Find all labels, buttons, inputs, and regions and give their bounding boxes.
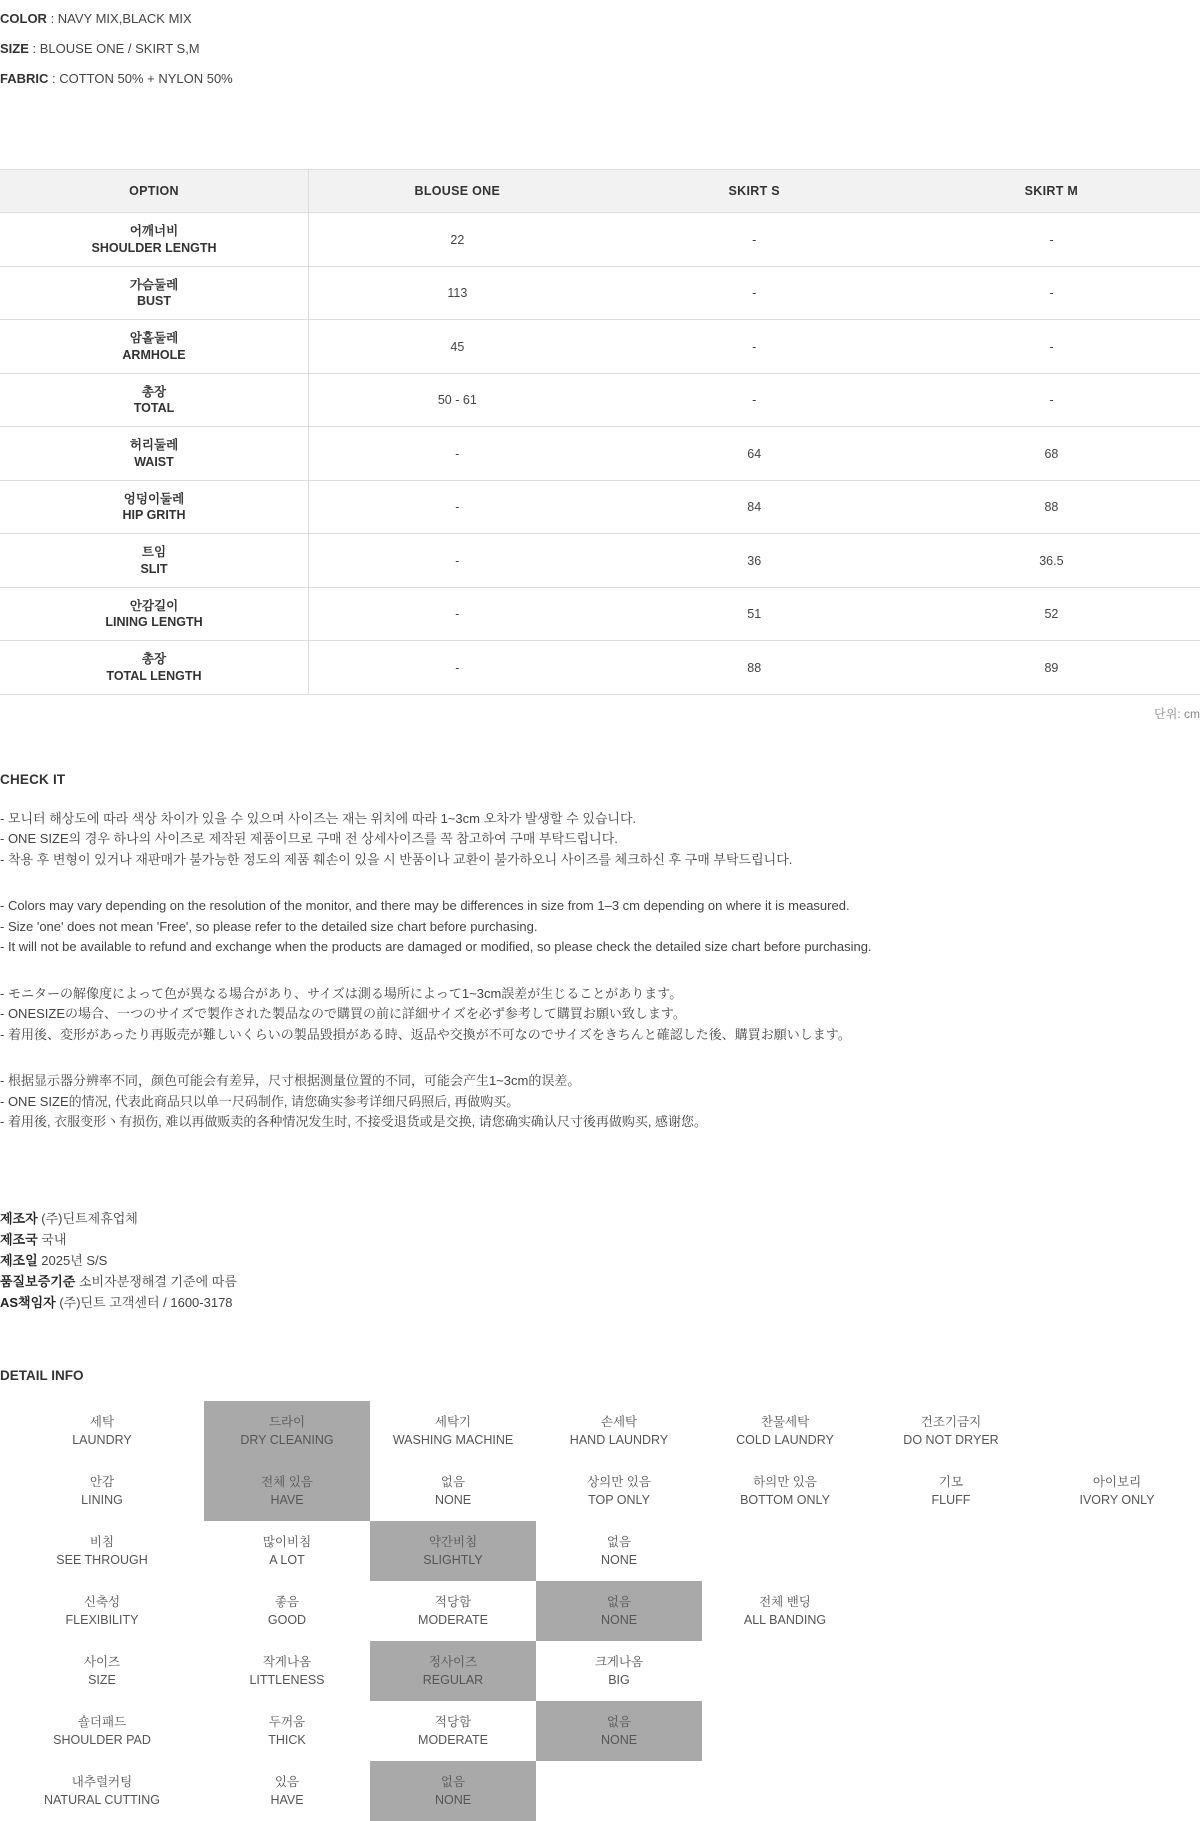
spec-line-color bbox=[0, 4, 1200, 34]
detail-cell-natural-cutting-head: 내추럴커팅 NATURAL CUTTING bbox=[44, 1774, 160, 1807]
detail-cell-size-littleness[interactable]: 작게나옴 LITTLENESS bbox=[249, 1654, 325, 1687]
spec-label-fabric: FABRIC bbox=[0, 71, 49, 86]
detail-cell-shoulder-pad-moderate[interactable]: 적당함 MODERATE bbox=[418, 1714, 488, 1747]
detail-cell-size-head: 사이즈 SIZE bbox=[83, 1654, 121, 1687]
detail-cell-empty bbox=[868, 1521, 1034, 1581]
detail-cell-empty bbox=[868, 1761, 1034, 1821]
detail-cell-empty bbox=[1034, 1701, 1200, 1761]
size-cell: - bbox=[903, 213, 1200, 267]
detail-cell-empty bbox=[1034, 1761, 1200, 1821]
size-chart-unit: 단위: cm bbox=[1154, 706, 1200, 721]
size-cell: - bbox=[309, 427, 606, 481]
size-cell: 84 bbox=[606, 480, 903, 534]
detail-row-shoulder-pad bbox=[0, 1701, 1200, 1761]
detail-cell-empty bbox=[536, 1761, 702, 1821]
size-row-label-kr: 엉덩이둘레 bbox=[123, 491, 185, 506]
detail-cell-empty bbox=[1034, 1401, 1200, 1461]
product-spec-block bbox=[0, 0, 1200, 94]
size-row-label-kr: 허리둘레 bbox=[129, 438, 179, 453]
detail-cell-lining-fluff[interactable]: 기모 FLUFF bbox=[931, 1474, 971, 1507]
detail-cell-flexibility-moderate[interactable]: 적당함 MODERATE bbox=[418, 1594, 488, 1627]
size-cell: 51 bbox=[606, 587, 903, 641]
detail-cell-hand-laundry[interactable]: 손세탁 HAND LAUNDRY bbox=[569, 1414, 669, 1447]
detail-row-flexibility bbox=[0, 1581, 1200, 1641]
detail-cell-empty bbox=[1034, 1641, 1200, 1701]
check-it-english bbox=[0, 896, 1200, 958]
detail-cell-empty bbox=[702, 1641, 868, 1701]
detail-cell-empty bbox=[868, 1641, 1034, 1701]
detail-cell-cold-laundry[interactable]: 찬물세탁 COLD LAUNDRY bbox=[736, 1414, 834, 1447]
size-row-label-kr: 어깨너비 bbox=[129, 224, 179, 239]
size-cell: - bbox=[309, 641, 606, 695]
maker-line-country bbox=[0, 1229, 1200, 1250]
detail-cell-see-through-slightly[interactable]: 약간비침 SLIGHTLY bbox=[370, 1521, 536, 1581]
maker-value: 국내 bbox=[37, 1231, 67, 1247]
size-row-label-en: SLIT bbox=[140, 561, 168, 576]
size-chart-body bbox=[0, 213, 1200, 695]
size-cell: 45 bbox=[309, 320, 606, 374]
detail-row-see-through bbox=[0, 1521, 1200, 1581]
notice-line: - ONE SIZE의 경우 하나의 사이즈로 제작된 제품이므로 구매 전 상세사이즈를 꼭 참고하여 구매 부탁드립니다. bbox=[0, 831, 618, 847]
size-row-label-kr: 트임 bbox=[141, 545, 167, 560]
size-cell: 36.5 bbox=[903, 534, 1200, 588]
detail-cell-lining-bottom-only[interactable]: 하의만 있음 BOTTOM ONLY bbox=[740, 1474, 830, 1507]
maker-line-date bbox=[0, 1250, 1200, 1271]
spec-label-color: COLOR bbox=[0, 11, 47, 26]
notice-line: - 着用後, 衣服变形丶有损伤, 难以再做贩卖的各种情况发生时, 不接受退货或是交换, 请您确实确认尺寸後再做购买, 感谢您。 bbox=[0, 1114, 708, 1130]
detail-cell-empty bbox=[868, 1701, 1034, 1761]
notice-line: - ONE SIZE的情况, 代表此商品只以单一尺码制作, 请您确实参考详细尺码照后, 再做购买。 bbox=[0, 1093, 520, 1109]
table-row bbox=[0, 373, 1200, 427]
size-chart-head bbox=[0, 170, 1200, 213]
notice-line: - Colors may vary depending on the resolution of the monitor, and there may be differences in size from 1–3 cm depending on where it is measured. bbox=[0, 898, 850, 914]
detail-cell-shoulder-pad-head: 숄더패드 SHOULDER PAD bbox=[53, 1714, 151, 1747]
maker-line-warranty bbox=[0, 1271, 1200, 1292]
detail-row-lining bbox=[0, 1461, 1200, 1521]
detail-cell-see-through-head: 비침 SEE THROUGH bbox=[56, 1534, 148, 1567]
detail-cell-see-through-a-lot[interactable]: 많이비침 A LOT bbox=[262, 1534, 312, 1567]
size-cell: - bbox=[309, 480, 606, 534]
size-row-label bbox=[0, 641, 309, 695]
detail-cell-lining-top-only[interactable]: 상의만 있음 TOP ONLY bbox=[587, 1474, 651, 1507]
size-row-label-kr: 총장 bbox=[141, 384, 167, 399]
size-cell: - bbox=[903, 320, 1200, 374]
detail-cell-lining-none[interactable]: 없음 NONE bbox=[434, 1474, 472, 1507]
check-it-chinese bbox=[0, 1071, 1200, 1133]
detail-cell-washing-machine[interactable]: 세탁기 WASHING MACHINE bbox=[392, 1414, 514, 1447]
detail-cell-natural-cutting-none[interactable]: 없음 NONE bbox=[370, 1761, 536, 1821]
size-cell: - bbox=[606, 213, 903, 267]
detail-row-size bbox=[0, 1641, 1200, 1701]
detail-row-laundry bbox=[0, 1401, 1200, 1461]
size-row-label bbox=[0, 266, 309, 320]
detail-cell-do-not-dryer[interactable]: 건조기금지 DO NOT DRYER bbox=[903, 1414, 999, 1447]
size-cell: 89 bbox=[903, 641, 1200, 695]
size-cell: 88 bbox=[903, 480, 1200, 534]
detail-cell-lining-head: 안감 LINING bbox=[81, 1474, 123, 1507]
detail-cell-empty bbox=[702, 1761, 868, 1821]
size-row-label-kr: 총장 bbox=[141, 652, 167, 667]
notice-line: - ONESIZEの場合、一つのサイズで製作された製品なので購買の前に詳細サイズを必ず参考して購買お願い致します。 bbox=[0, 1006, 686, 1022]
size-cell: 52 bbox=[903, 587, 1200, 641]
size-cell: - bbox=[606, 373, 903, 427]
size-row-label bbox=[0, 427, 309, 481]
size-cell: 88 bbox=[606, 641, 903, 695]
notice-line: - It will not be available to refund and exchange when the products are damaged or modified, so please check the detailed size chart before purchasing. bbox=[0, 939, 872, 955]
maker-label: 제조국 bbox=[0, 1231, 38, 1247]
spec-value-size: : BLOUSE ONE / SKIRT S,M bbox=[28, 41, 200, 56]
size-cell: 68 bbox=[903, 427, 1200, 481]
size-row-label-kr: 가슴둘레 bbox=[129, 277, 179, 292]
maker-label: 제조자 bbox=[0, 1210, 38, 1226]
detail-info-title: DETAIL INFO bbox=[0, 1367, 84, 1383]
maker-line-as bbox=[0, 1292, 1200, 1313]
detail-cell-shoulder-pad-thick[interactable]: 두꺼움 THICK bbox=[268, 1714, 306, 1747]
maker-line-manufacturer bbox=[0, 1208, 1200, 1229]
table-row bbox=[0, 320, 1200, 374]
size-row-label bbox=[0, 587, 309, 641]
manufacturer-info bbox=[0, 1208, 1200, 1313]
detail-cell-dry-cleaning[interactable]: 드라이 DRY CLEANING bbox=[204, 1401, 370, 1461]
detail-row-natural-cutting bbox=[0, 1761, 1200, 1821]
size-cell: - bbox=[606, 320, 903, 374]
size-cell: - bbox=[903, 266, 1200, 320]
detail-cell-empty bbox=[868, 1581, 1034, 1641]
detail-cell-empty bbox=[1034, 1521, 1200, 1581]
size-chart-table bbox=[0, 169, 1200, 695]
size-cell: 50 - 61 bbox=[309, 373, 606, 427]
size-row-label bbox=[0, 480, 309, 534]
notice-line: - 모니터 해상도에 따라 색상 차이가 있을 수 있으며 사이즈는 재는 위치에 따라 1~3cm 오차가 발생할 수 있습니다. bbox=[0, 810, 637, 826]
spec-value-color: : NAVY MIX,BLACK MIX bbox=[46, 11, 192, 26]
size-chart-header-blouse-one: BLOUSE ONE bbox=[309, 170, 606, 213]
size-chart-header-row bbox=[0, 170, 1200, 213]
detail-cell-flexibility-all-banding[interactable]: 전체 밴딩 ALL BANDING bbox=[743, 1594, 827, 1627]
size-cell: - bbox=[903, 373, 1200, 427]
size-row-label-en: BUST bbox=[136, 294, 172, 308]
size-row-label-en: LINING LENGTH bbox=[105, 615, 203, 629]
spec-line-fabric bbox=[0, 64, 1200, 94]
maker-value: (주)딘트 고객센터 / 1600-3178 bbox=[55, 1294, 233, 1310]
maker-label: 제조일 bbox=[0, 1252, 38, 1268]
size-chart-header-skirt-m: SKIRT M bbox=[903, 170, 1200, 213]
spec-line-size bbox=[0, 34, 1200, 64]
size-cell: - bbox=[309, 587, 606, 641]
maker-value: 2025년 S/S bbox=[37, 1252, 108, 1268]
notice-line: - モニターの解像度によって色が異なる場合があり、サイズは測る場所によって1~3cm誤差が生じることがあります。 bbox=[0, 985, 683, 1001]
size-row-label-en: ARMHOLE bbox=[122, 347, 186, 362]
table-row bbox=[0, 641, 1200, 695]
table-row bbox=[0, 213, 1200, 267]
detail-cell-empty bbox=[702, 1701, 868, 1761]
detail-cell-see-through-none[interactable]: 없음 NONE bbox=[600, 1534, 638, 1567]
detail-cell-flexibility-none[interactable]: 없음 NONE bbox=[536, 1581, 702, 1641]
table-row bbox=[0, 534, 1200, 588]
table-row bbox=[0, 480, 1200, 534]
notice-line: - 착용 후 변형이 있거나 재판매가 불가능한 정도의 제품 훼손이 있을 시 반품이나 교환이 불가하오니 사이즈를 체크하신 후 구매 부탁드립니다. bbox=[0, 851, 793, 867]
size-row-label-en: SHOULDER LENGTH bbox=[91, 240, 217, 255]
detail-cell-shoulder-pad-none[interactable]: 없음 NONE bbox=[536, 1701, 702, 1761]
size-row-label-kr: 안감길이 bbox=[129, 598, 179, 613]
size-row-label bbox=[0, 213, 309, 267]
detail-cell-empty bbox=[702, 1521, 868, 1581]
detail-cell-size-regular[interactable]: 정사이즈 REGULAR bbox=[370, 1641, 536, 1701]
maker-value: (주)딘트제휴업체 bbox=[37, 1210, 138, 1226]
size-cell: 22 bbox=[309, 213, 606, 267]
size-row-label-en: HIP GRITH bbox=[122, 508, 186, 522]
table-row bbox=[0, 427, 1200, 481]
size-cell: 113 bbox=[309, 266, 606, 320]
size-cell: 36 bbox=[606, 534, 903, 588]
table-row bbox=[0, 266, 1200, 320]
check-it-japanese bbox=[0, 984, 1200, 1046]
detail-cell-lining-ivory-only[interactable]: 아이보리 IVORY ONLY bbox=[1079, 1474, 1155, 1507]
maker-label: 품질보증기준 bbox=[0, 1273, 76, 1289]
detail-cell-natural-cutting-have[interactable]: 있음 HAVE bbox=[270, 1774, 304, 1807]
size-chart-header-option: OPTION bbox=[0, 170, 309, 213]
detail-cell-flexibility-good[interactable]: 좋음 GOOD bbox=[267, 1594, 307, 1627]
size-cell: - bbox=[606, 266, 903, 320]
size-cell: 64 bbox=[606, 427, 903, 481]
detail-cell-flexibility-head: 신축성 FLEXIBILITY bbox=[65, 1594, 139, 1627]
spec-value-fabric: : COTTON 50% + NYLON 50% bbox=[48, 71, 233, 86]
notice-line: - Size 'one' does not mean 'Free', so please refer to the detailed size chart before purchasing. bbox=[0, 918, 538, 934]
maker-label: AS책임자 bbox=[0, 1294, 56, 1310]
detail-cell-empty bbox=[1034, 1581, 1200, 1641]
size-row-label-en: TOTAL bbox=[133, 401, 175, 415]
detail-cell-lining-have[interactable]: 전체 있음 HAVE bbox=[204, 1461, 370, 1521]
size-row-label bbox=[0, 320, 309, 374]
notice-line: - 着用後、変形があったり再販売が難しいくらいの製品毀損がある時、返品や交換が不可なのでサイズをきちんと確認した後、購買お願いします。 bbox=[0, 1026, 851, 1042]
size-row-label-en: TOTAL LENGTH bbox=[106, 668, 202, 683]
size-cell: - bbox=[309, 534, 606, 588]
check-it-korean bbox=[0, 809, 1200, 871]
spec-label-size: SIZE bbox=[0, 41, 29, 56]
size-row-label bbox=[0, 373, 309, 427]
size-row-label bbox=[0, 534, 309, 588]
maker-value: 소비자분쟁해결 기준에 따름 bbox=[75, 1273, 237, 1289]
detail-cell-laundry-head: 세탁 LAUNDRY bbox=[72, 1414, 132, 1447]
table-row bbox=[0, 587, 1200, 641]
size-row-label-en: WAIST bbox=[134, 454, 174, 469]
detail-cell-size-big[interactable]: 크게나옴 BIG bbox=[594, 1654, 644, 1687]
size-chart-header-skirt-s: SKIRT S bbox=[606, 170, 903, 213]
size-row-label-kr: 암홀둘레 bbox=[129, 331, 179, 346]
notice-line: - 根据显示器分辨率不同，颜色可能会有差异，尺寸根据测量位置的不同，可能会产生1~3cm的误差。 bbox=[0, 1073, 581, 1089]
detail-info-body bbox=[0, 1401, 1200, 1821]
check-it-title: CHECK IT bbox=[0, 771, 66, 787]
detail-info-table bbox=[0, 1401, 1200, 1821]
